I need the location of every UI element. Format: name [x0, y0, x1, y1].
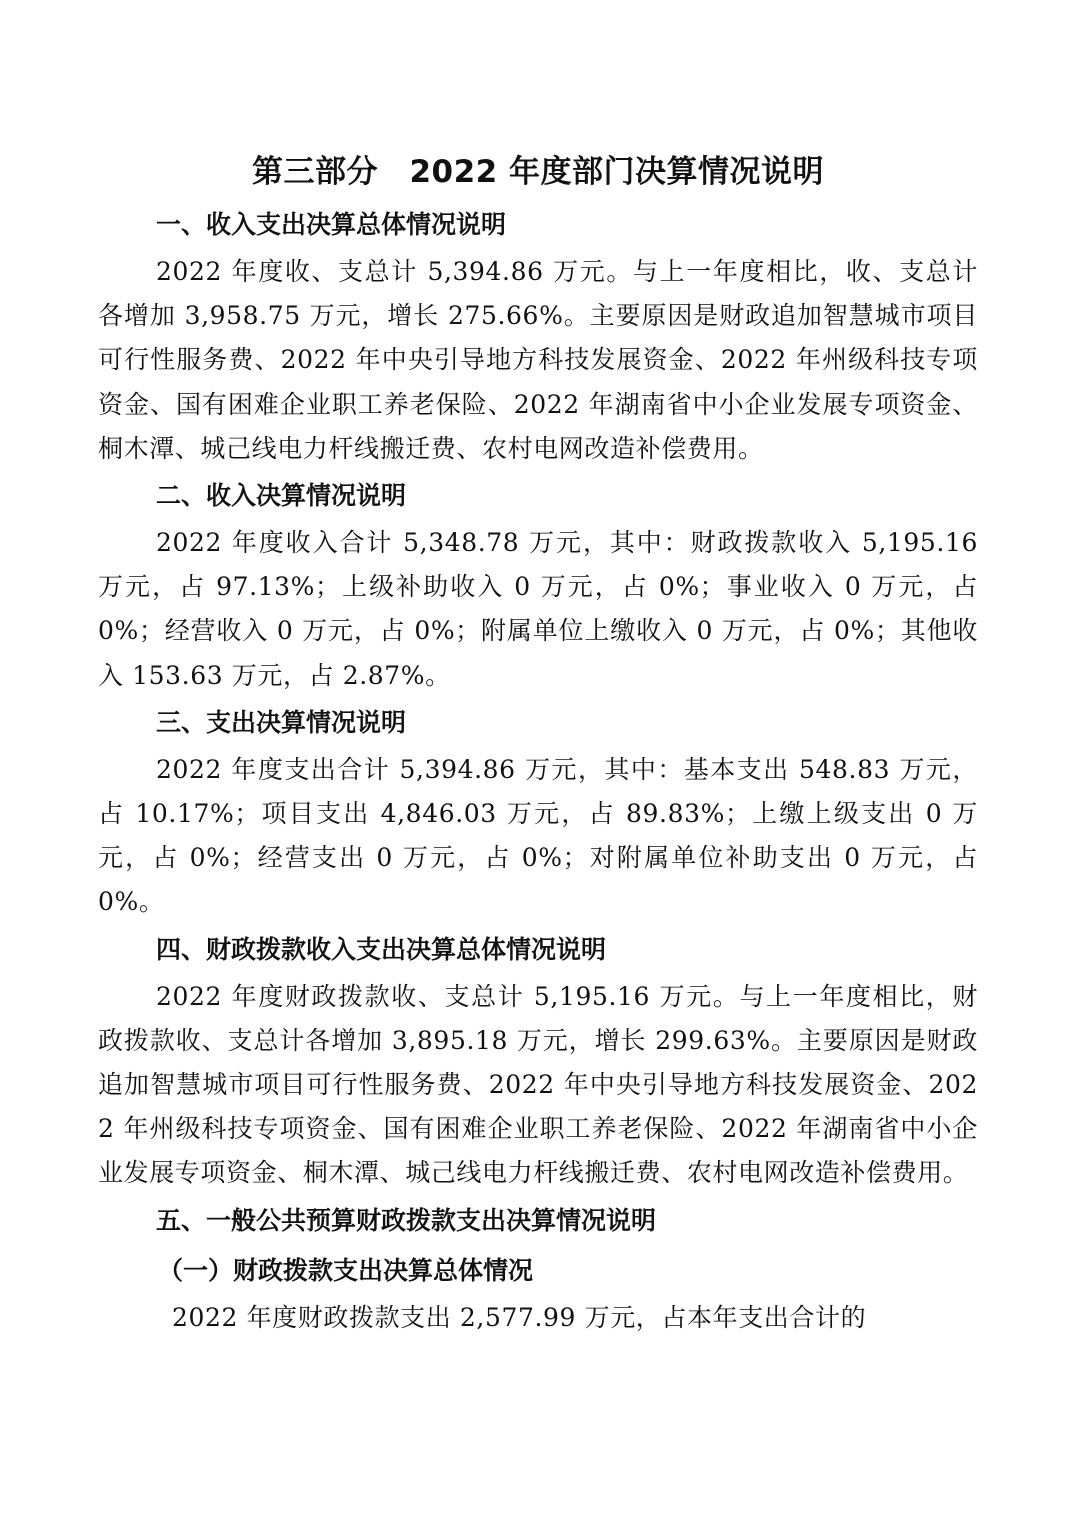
section-paragraph-2: 2022 年度收入合计 5,348.78 万元，其中：财政拨款收入 5,195.16 万元，占 97.13%；上级补助收入 0 万元，占 0%；事业收入 0 万元，占 0%；经营收入 0 万元，占 0%；附属单位上缴收入 0 万元，占 0%；其他收入 153.63 万元，占 2.87%。: [98, 528, 978, 690]
document-title: 第三部分 2022 年度部门决算情况说明: [251, 153, 825, 190]
subsection-heading-1: （一）财政拨款支出决算总体情况: [158, 1255, 534, 1285]
section-paragraph-1: 2022 年度收、支总计 5,394.86 万元。与上一年度相比，收、支总计各增加 3,958.75 万元，增长 275.66%。主要原因是财政追加智慧城市项目可行性服务费、2022 年中央引导地方科技发展资金、2022 年州级科技专项资金、国有困难企业职工养老保险、2022 年湖南省中小企业发展专项资金、桐木潭、城己线电力杆线搬迁费、农村电网改造补偿费用。: [98, 257, 978, 463]
subsection-paragraph-1: 2022 年度财政拨款支出 2,577.99 万元，占本年支出合计的: [172, 1302, 867, 1332]
section-paragraph-4: 2022 年度财政拨款收、支总计 5,195.16 万元。与上一年度相比，财政拨款收、支总计各增加 3,895.18 万元，增长 299.63%。主要原因是财政追加智慧城市项目可行性服务费、2022 年中央引导地方科技发展资金、2022 年州级科技专项资金、国有困难企业职工养老保险、2022 年湖南省中小企业发展专项资金、桐木潭、城己线电力杆线搬迁费、农村电网改造补偿费用。: [98, 981, 978, 1188]
section-heading-1: 一、收入支出决算总体情况说明: [156, 210, 507, 239]
section-heading-2: 二、收入决算情况说明: [156, 481, 407, 511]
section-heading-4: 四、财政拨款收入支出决算总体情况说明: [156, 934, 607, 964]
section-paragraph-3: 2022 年度支出合计 5,394.86 万元，其中：基本支出 548.83 万元，占 10.17%；项目支出 4,846.03 万元，占 89.83%；上缴上级支出 0 万元，占 0%；经营支出 0 万元，占 0%；对附属单位补助支出 0 万元，占 0%。: [98, 754, 978, 917]
document-body: [98, 200, 978, 1340]
section-heading-3: 三、支出决算情况说明: [156, 707, 407, 737]
section-heading-5: 五、一般公共预算财政拨款支出决算情况说明: [156, 1205, 657, 1235]
